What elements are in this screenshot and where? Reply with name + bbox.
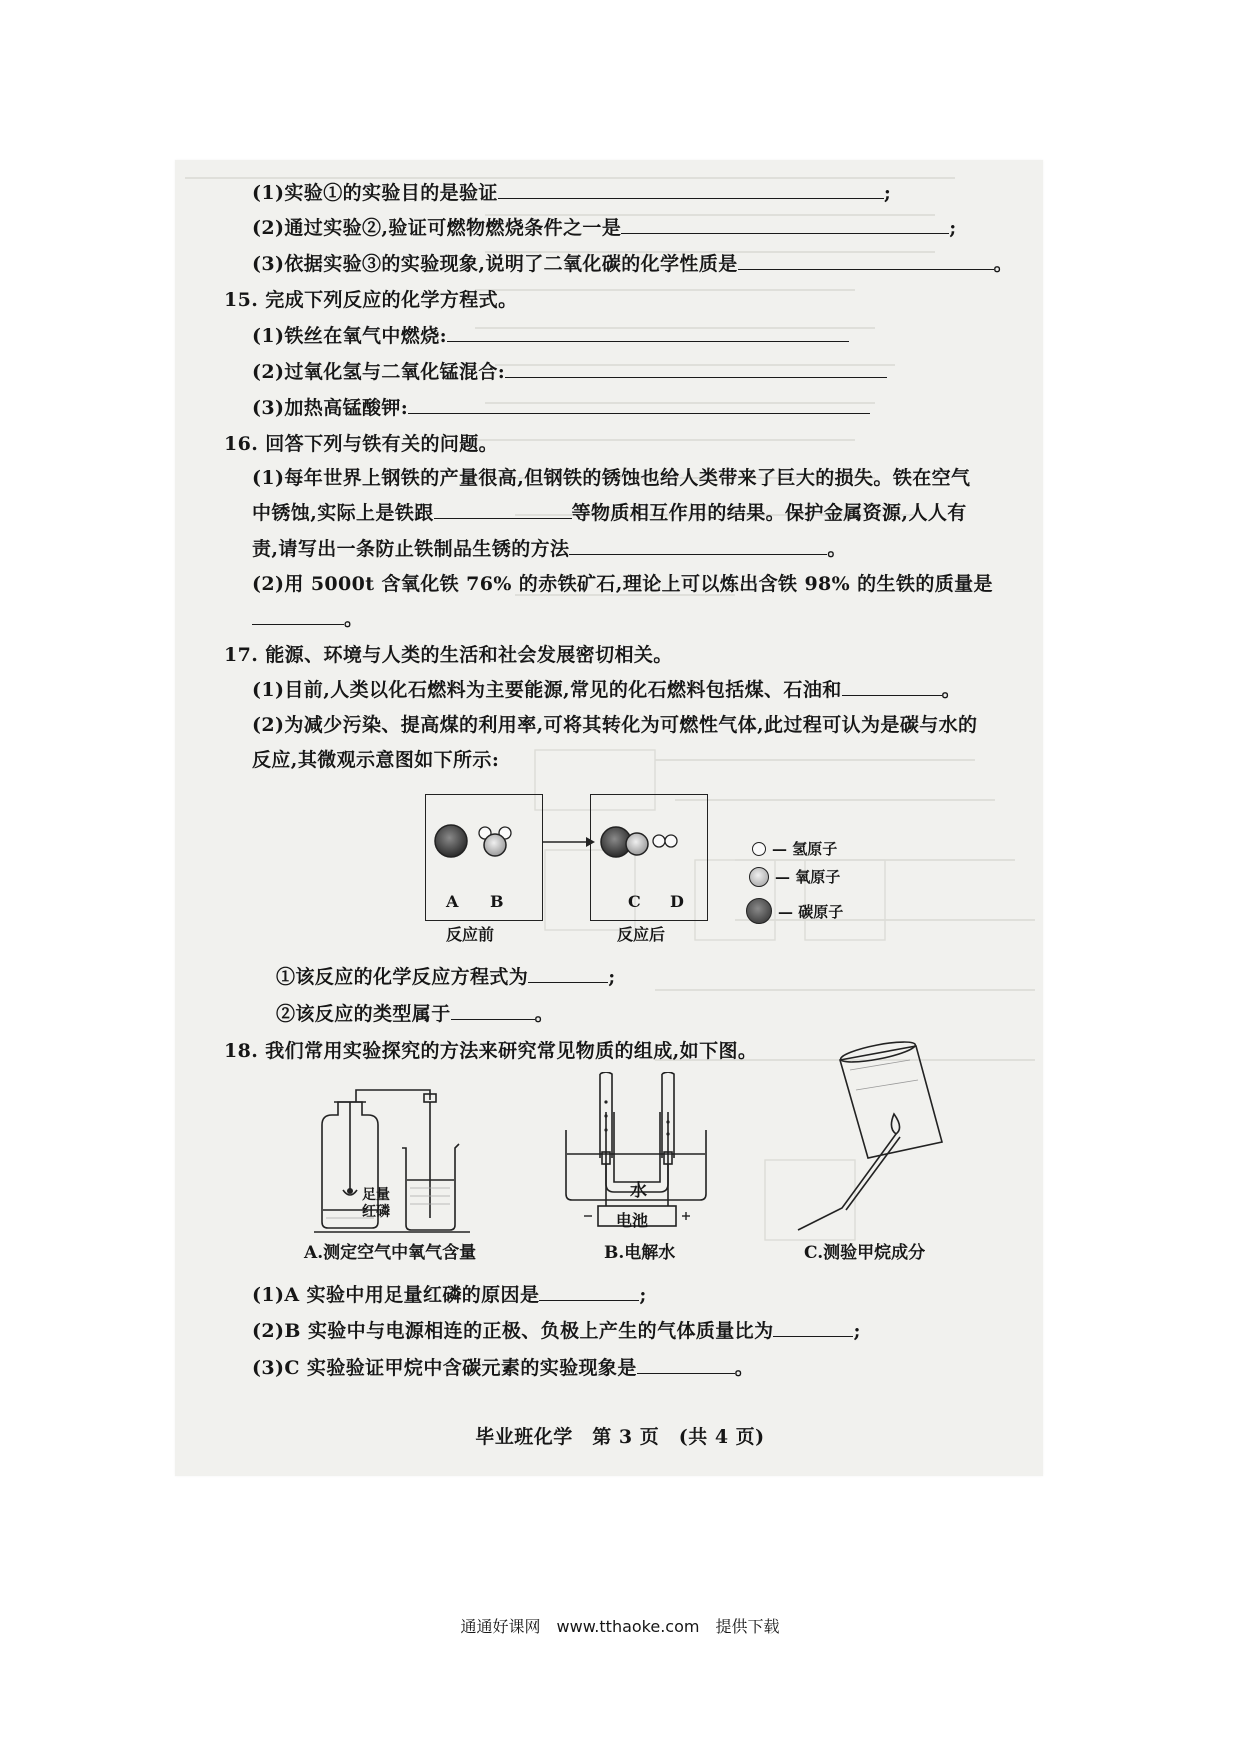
q15-line-1: (1)铁丝在氧气中燃烧: bbox=[252, 321, 849, 348]
experiment-c-apparatus bbox=[790, 1040, 970, 1235]
label-b: B bbox=[490, 892, 504, 911]
answer-blank[interactable] bbox=[621, 232, 949, 234]
answer-blank[interactable] bbox=[447, 340, 849, 342]
q16-title: 16. 回答下列与铁有关的问题。 bbox=[224, 433, 499, 455]
q16-line-3: 责,请写出一条防止铁制品生锈的方法 。 bbox=[252, 538, 847, 560]
water-molecule-b bbox=[479, 827, 511, 856]
answer-blank[interactable] bbox=[637, 1372, 735, 1374]
q16-line-2: 中锈蚀,实际上是铁跟 等物质相互作用的结果。保护金属资源,人人有 bbox=[252, 502, 967, 524]
q18-sub-1: (1)A 实验中用足量红磷的原因是 ; bbox=[252, 1284, 647, 1306]
water-label: 水 bbox=[630, 1181, 647, 1201]
q17-sub-2: ②该反应的类型属于 。 bbox=[276, 1003, 555, 1025]
q15-line-2: (2)过氧化氢与二氧化锰混合: bbox=[252, 357, 887, 384]
q16-line-1: (1)每年世界上钢铁的产量很高,但钢铁的锈蚀也给人类带来了巨大的损失。铁在空气 bbox=[252, 467, 971, 489]
caption-c: C.测验甲烷成分 bbox=[804, 1243, 926, 1263]
carbon-atom-icon bbox=[746, 898, 772, 924]
red-phosphorus bbox=[347, 1188, 353, 1194]
label-a: A bbox=[446, 892, 459, 911]
oxygen-atom-icon bbox=[749, 867, 769, 887]
answer-blank[interactable] bbox=[738, 268, 994, 270]
q17-title: 17. 能源、环境与人类的生活和社会发展密切相关。 bbox=[224, 644, 673, 666]
hydrogen-molecule-d bbox=[653, 835, 677, 847]
q14-line-3: (3)依据实验③的实验现象,说明了二氧化碳的化学性质是 。 bbox=[252, 253, 1014, 275]
answer-blank[interactable] bbox=[842, 694, 942, 696]
q14-line-2: (2)通过实验②,验证可燃物燃烧条件之一是 ; bbox=[252, 217, 957, 239]
phosphorus-label-2: 红磷 bbox=[362, 1204, 390, 1220]
q16-line-4: (2)用 5000t 含氧化铁 76% 的赤铁矿石,理论上可以炼出含铁 98% 的生铁的质量是 bbox=[252, 573, 993, 595]
q15-title: 15. 完成下列反应的化学方程式。 bbox=[224, 289, 518, 311]
caption-b: B.电解水 bbox=[604, 1243, 676, 1263]
page-footer: 毕业班化学 第 3 页 (共 4 页) bbox=[475, 1426, 765, 1448]
q17-sub-1: ①该反应的化学反应方程式为 ; bbox=[276, 966, 616, 988]
legend-carbon: — 碳原子 bbox=[746, 898, 843, 924]
answer-blank[interactable] bbox=[569, 553, 827, 555]
answer-blank[interactable] bbox=[498, 197, 884, 199]
hydrogen-atom-icon bbox=[752, 842, 766, 856]
download-credit: 通通好课网 www.tthaoke.com 提供下载 bbox=[460, 1617, 780, 1636]
legend-hydrogen: — 氢原子 bbox=[752, 838, 837, 859]
answer-blank[interactable] bbox=[528, 981, 608, 983]
label-c: C bbox=[628, 892, 641, 911]
answer-blank[interactable] bbox=[539, 1299, 639, 1301]
answer-blank[interactable] bbox=[252, 623, 344, 625]
q15-line-3: (3)加热高锰酸钾: bbox=[252, 393, 870, 420]
q17-line-3: 反应,其微观示意图如下所示: bbox=[252, 749, 500, 771]
q14-line-1: (1)实验①的实验目的是验证 ; bbox=[252, 182, 892, 204]
q17-line-1: (1)目前,人类以化石燃料为主要能源,常见的化石燃料包括煤、石油和 。 bbox=[252, 679, 962, 701]
before-label: 反应前 bbox=[446, 925, 495, 944]
q18-sub-2: (2)B 实验中与电源相连的正极、负极上产生的气体质量比为 ; bbox=[252, 1320, 861, 1342]
q17-line-2: (2)为减少污染、提高煤的利用率,可将其转化为可燃性气体,此过程可认为是碳与水的 bbox=[252, 714, 978, 736]
answer-blank[interactable] bbox=[451, 1018, 535, 1020]
q18-sub-3: (3)C 实验验证甲烷中含碳元素的实验现象是 。 bbox=[252, 1357, 755, 1379]
phosphorus-label-1: 足量 bbox=[362, 1187, 390, 1203]
experiment-a-apparatus bbox=[310, 1070, 490, 1240]
legend-oxygen: — 氧原子 bbox=[749, 866, 840, 887]
q16-line-5: 。 bbox=[252, 604, 363, 631]
carbon-atom-a bbox=[435, 825, 467, 857]
caption-a: A.测定空气中氧气含量 bbox=[304, 1243, 477, 1263]
answer-blank[interactable] bbox=[773, 1335, 853, 1337]
label-d: D bbox=[670, 892, 684, 911]
answer-blank[interactable] bbox=[505, 376, 887, 378]
answer-blank[interactable] bbox=[434, 517, 572, 519]
answer-blank[interactable] bbox=[408, 412, 870, 414]
q18-title: 18. 我们常用实验探究的方法来研究常见物质的组成,如下图。 bbox=[224, 1040, 758, 1062]
battery-label: 电池 bbox=[616, 1211, 649, 1230]
carbon-monoxide-molecule-c bbox=[601, 827, 648, 857]
after-label: 反应后 bbox=[617, 925, 666, 944]
reaction-arrow bbox=[542, 837, 595, 847]
